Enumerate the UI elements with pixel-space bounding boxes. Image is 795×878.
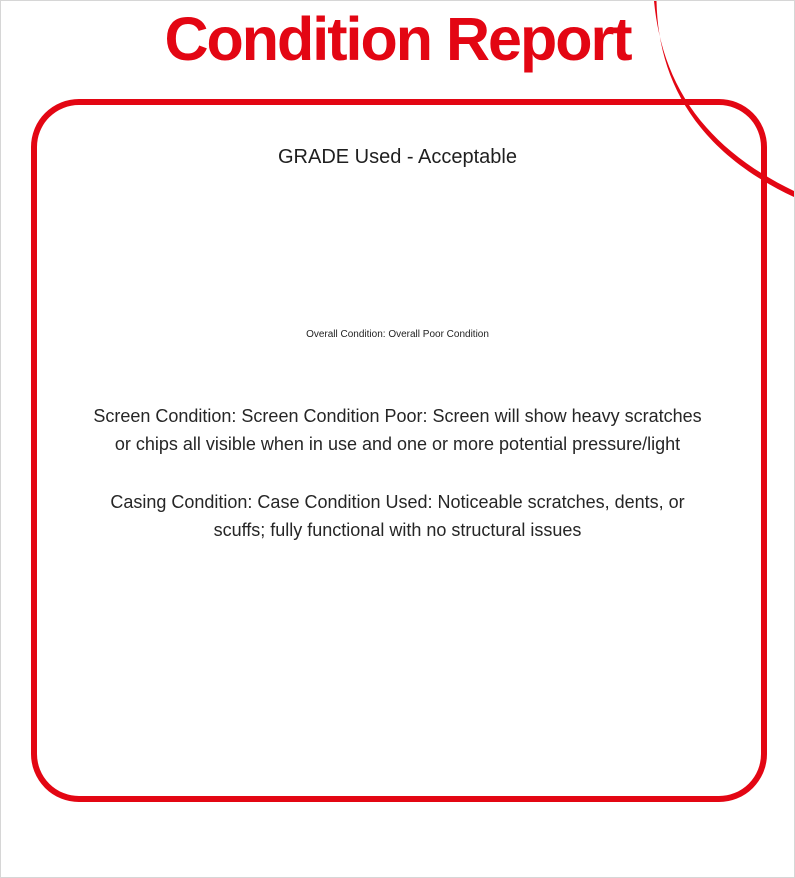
screen-condition-text xyxy=(53,402,743,458)
screen-condition-line-1: Screen Condition: Screen Condition Poor: Screen will show heavy scratches xyxy=(93,406,702,426)
casing-condition-line-1: Casing Condition: Case Condition Used: Noticeable scratches, dents, or xyxy=(110,492,685,512)
page-title: Condition Report xyxy=(164,5,631,73)
casing-condition-line-2: scuffs; fully functional with no structural issues xyxy=(213,520,582,540)
casing-condition-text xyxy=(53,488,743,544)
screen-condition-line-2: or chips all visible when in use and one or more potential pressure/light xyxy=(114,434,681,454)
grade-heading: GRADE Used - Acceptable xyxy=(278,146,517,168)
overall-condition-text: Overall Condition: Overall Poor Condition xyxy=(306,329,489,340)
